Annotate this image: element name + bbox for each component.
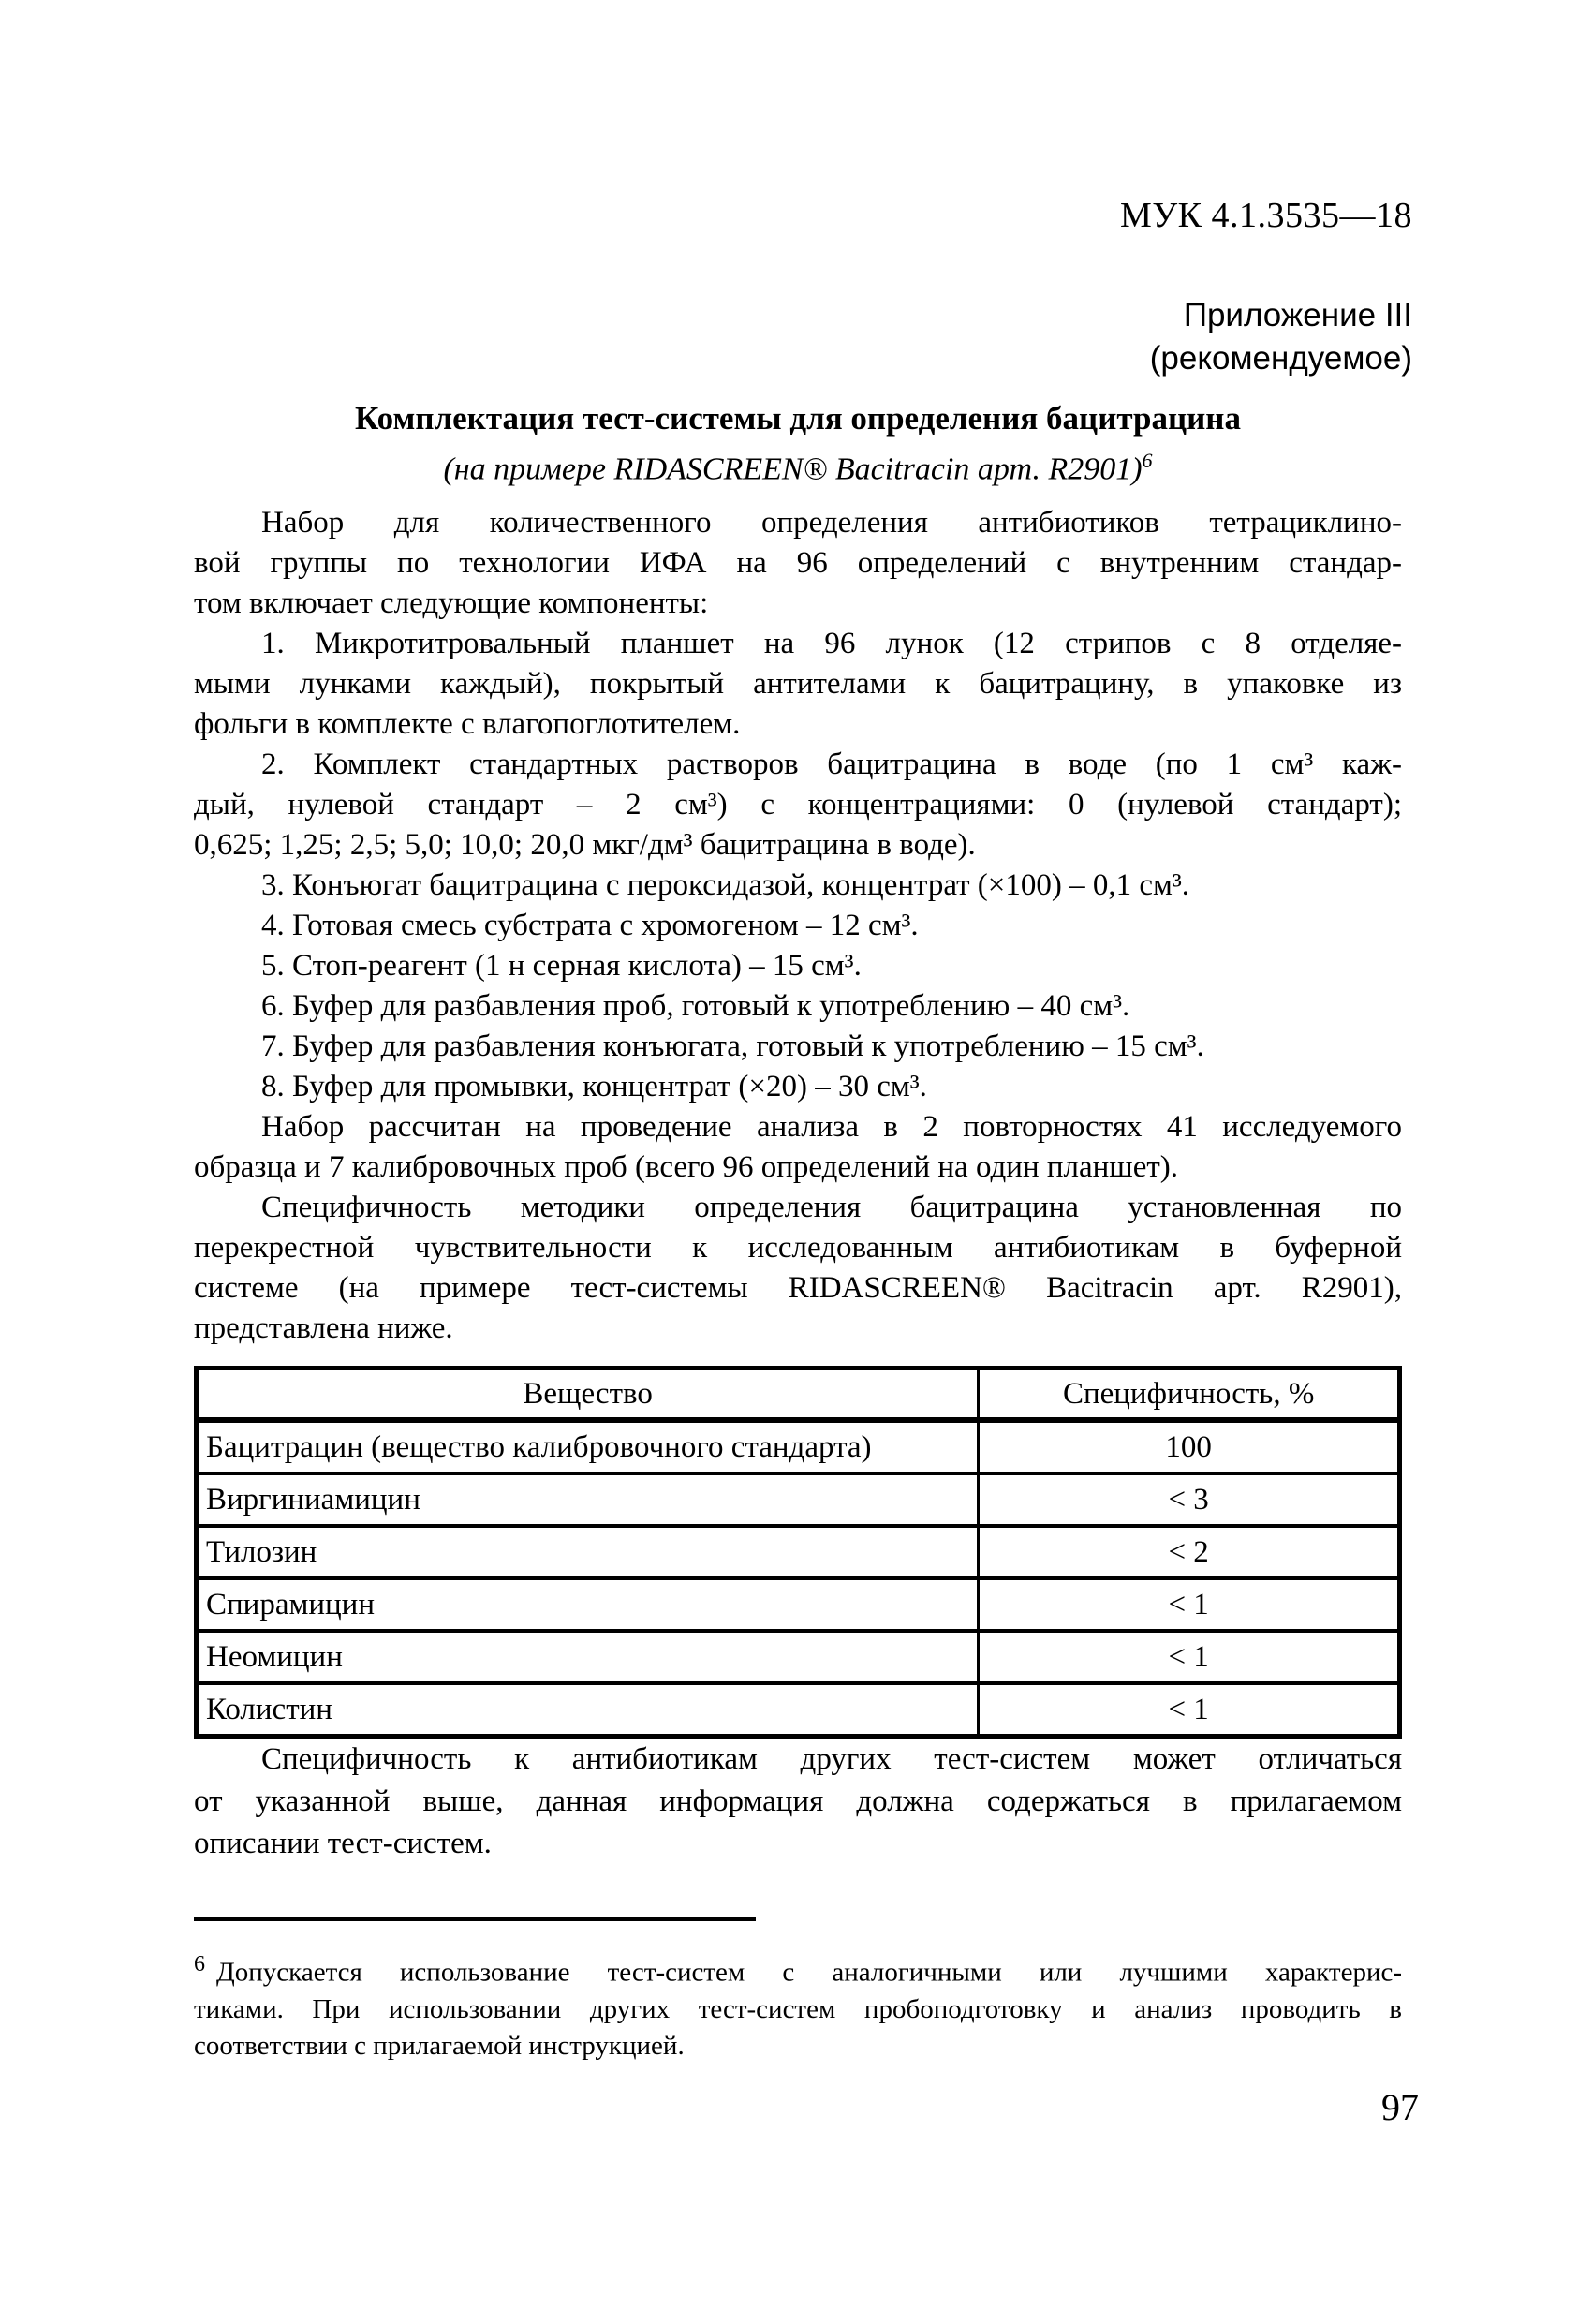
list-item: 4. Готовая смесь субстрата с хромогеном – 12 см³. — [261, 909, 919, 942]
table-row — [197, 1420, 1400, 1473]
specificity-cell: < 2 — [979, 1526, 1400, 1578]
column-header-specificity: Специфичность, % — [979, 1369, 1400, 1421]
table-row — [197, 1473, 1400, 1526]
paragraph-line: Набор рассчитан на проведение анализа в 2 повторностях 41 исследуемого — [261, 1110, 1402, 1144]
appendix-note: (рекомендуемое) — [1149, 340, 1412, 377]
paragraph-line: вой группы по технологии ИФА на 96 определений с внутренним стандар- — [194, 546, 1402, 580]
body-text — [194, 503, 1402, 1349]
specificity-table — [194, 1366, 1402, 1739]
table-row — [197, 1526, 1400, 1578]
substance-cell: Неомицин — [197, 1631, 979, 1683]
paragraph-line: образца и 7 калибровочных проб (всего 96 определений на один планшет). — [194, 1150, 1179, 1184]
substance-cell: Спирамицин — [197, 1578, 979, 1631]
page-subtitle — [194, 439, 1402, 490]
list-item: 7. Буфер для разбавления конъюгата, готовый к употреблению – 15 см³. — [261, 1029, 1204, 1063]
list-item: 5. Стоп-реагент (1 н серная кислота) – 15 см³. — [261, 949, 862, 983]
list-item-line: фольги в комплекте с влагопоглотителем. — [194, 707, 741, 741]
substance-cell: Колистин — [197, 1683, 979, 1737]
list-item-line: 2. Комплект стандартных растворов бацитрацина в воде (по 1 см³ каж- — [261, 748, 1402, 781]
list-item: 3. Конъюгат бацитрацина с пероксидазой, концентрат (×100) – 0,1 см³. — [261, 868, 1190, 902]
paragraph-line: описании тест-систем. — [194, 1827, 492, 1860]
page-number: 97 — [1381, 2086, 1419, 2128]
paragraph-line: том включает следующие компоненты: — [194, 586, 709, 620]
footnote-text: Допускается использование тест-систем с аналогичными или лучшими характерис- — [216, 1957, 1402, 1988]
subtitle-text: (на примере RIDASCREEN® Bacitracin арт. R2901) — [443, 451, 1143, 487]
paragraph-line: Специфичность методики определения бацитрацина установленная по — [261, 1191, 1402, 1224]
paragraph-line: перекрестной чувствительности к исследованным антибиотикам в буферной — [194, 1231, 1402, 1265]
footnote-line: тиками. При использовании других тест-систем пробоподготовку и анализ проводить в — [194, 1993, 1402, 2024]
substance-cell: Виргиниамицин — [197, 1473, 979, 1526]
list-item-line: дый, нулевой стандарт – 2 см³) с концентрациями: 0 (нулевой стандарт); — [194, 788, 1402, 822]
list-item-line: 1. Микротитровальный планшет на 96 лунок (12 стрипов с 8 отделяе- — [261, 627, 1402, 660]
footnote-line — [194, 1947, 1402, 1991]
specificity-cell: < 1 — [979, 1578, 1400, 1631]
substance-cell: Тилозин — [197, 1526, 979, 1578]
doc-code: МУК 4.1.3535—18 — [1119, 196, 1412, 235]
appendix-block — [1150, 294, 1412, 380]
list-item: 8. Буфер для промывки, концентрат (×20) – 30 см³. — [261, 1070, 927, 1103]
paragraph-line: Специфичность к антибиотикам других тест-систем может отличаться — [261, 1742, 1402, 1776]
specificity-cell: 100 — [979, 1420, 1400, 1473]
paragraph-line: Набор для количественного определения антибиотиков тетрациклино- — [261, 506, 1402, 540]
specificity-cell: < 1 — [979, 1631, 1400, 1683]
subtitle-footnote-ref: 6 — [1142, 449, 1153, 472]
column-header-substance: Вещество — [197, 1369, 979, 1421]
specificity-cell: < 1 — [979, 1683, 1400, 1737]
paragraph-line: представлена ниже. — [194, 1311, 453, 1345]
page-title: Комплектация тест-системы для определения бацитрацина — [355, 400, 1241, 437]
closing-paragraph — [194, 1739, 1402, 1865]
table-row — [197, 1631, 1400, 1683]
table-header-row — [197, 1369, 1400, 1421]
substance-cell: Бацитрацин (вещество калибровочного стандарта) — [197, 1420, 979, 1473]
footnote-marker: 6 — [194, 1952, 205, 1976]
table-row — [197, 1683, 1400, 1737]
list-item-line: 0,625; 1,25; 2,5; 5,0; 10,0; 20,0 мкг/дм³ бацитрацина в воде). — [194, 828, 976, 862]
table-row — [197, 1578, 1400, 1631]
footnote — [194, 1947, 1402, 2065]
title-block — [194, 397, 1402, 490]
list-item-line: мыми лунками каждый), покрытый антителами к бацитрацину, в упаковке из — [194, 667, 1402, 701]
appendix-label: Приложение III — [1183, 297, 1412, 333]
paragraph-line: системе (на примере тест-системы RIDASCREEN® Bacitracin арт. R2901), — [194, 1271, 1402, 1305]
footnote-line: соответствии с прилагаемой инструкцией. — [194, 2030, 685, 2061]
list-item: 6. Буфер для разбавления проб, готовый к употреблению – 40 см³. — [261, 989, 1130, 1023]
paragraph-line: от указанной выше, данная информация должна содержаться в прилагаемом — [194, 1784, 1402, 1818]
footnote-divider — [194, 1917, 756, 1921]
specificity-cell: < 3 — [979, 1473, 1400, 1526]
